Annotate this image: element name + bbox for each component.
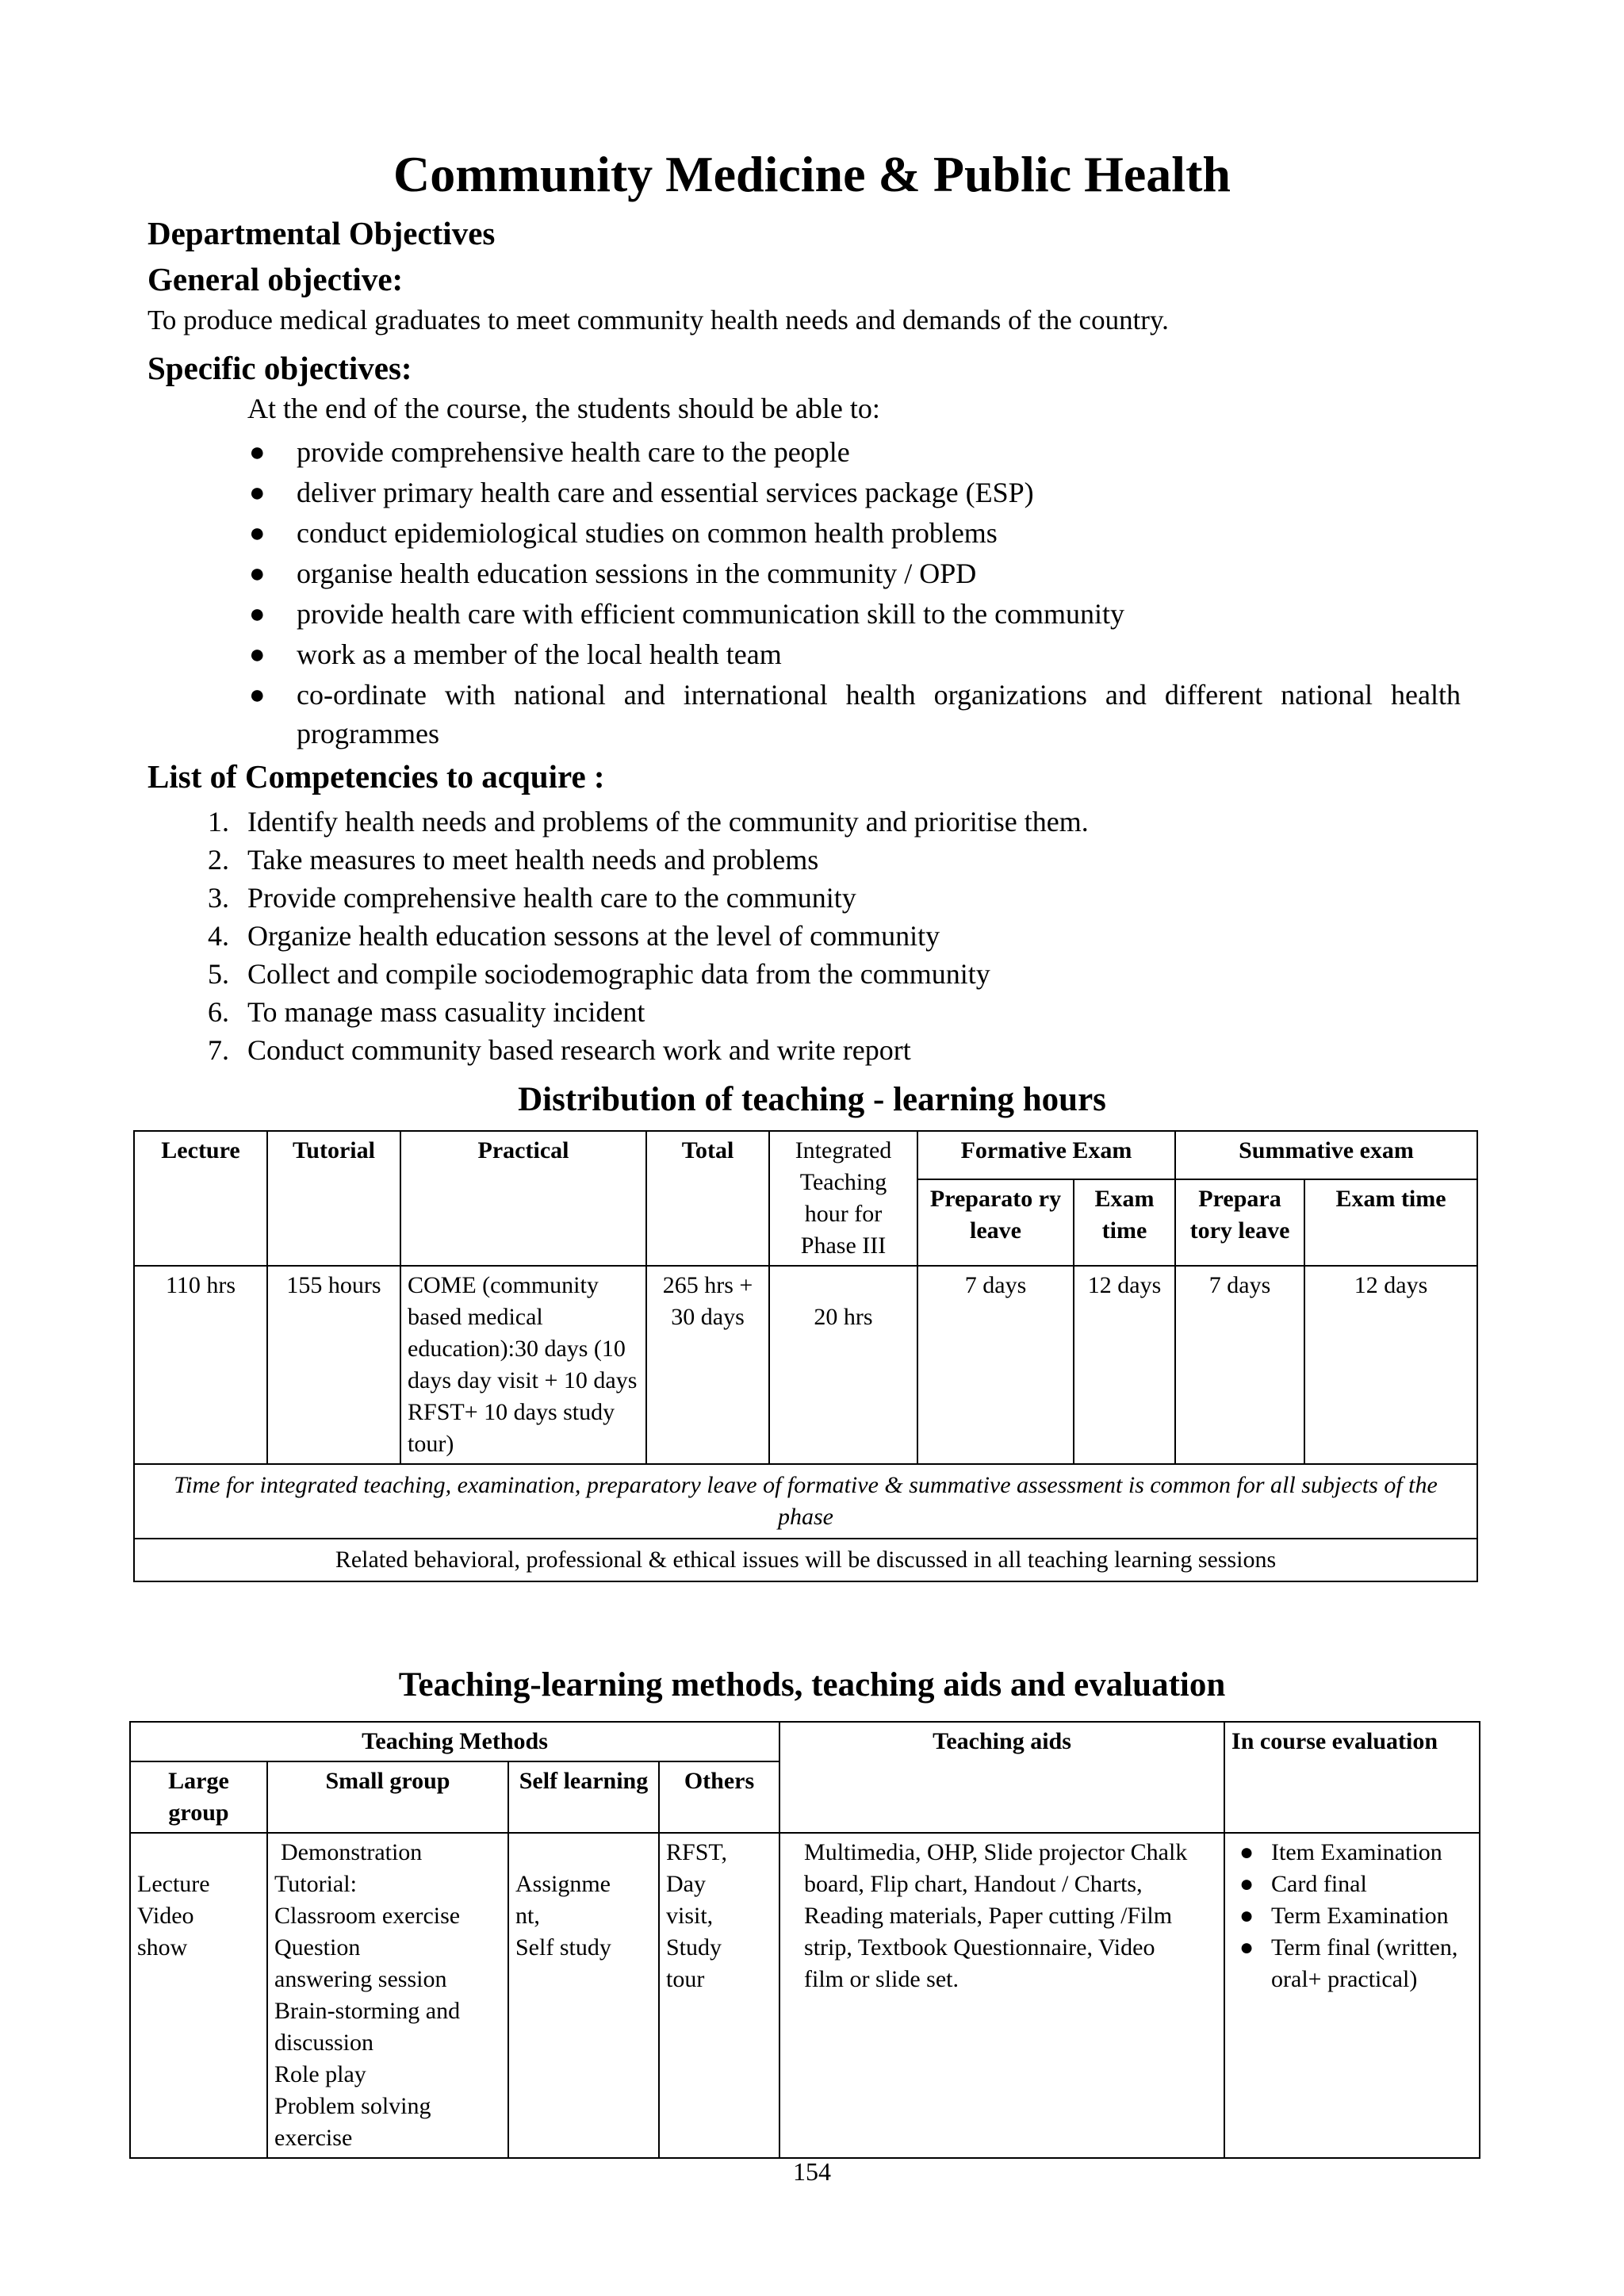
bullet-icon: ● [249, 559, 266, 588]
cell-formative-exam: 12 days [1074, 1266, 1175, 1464]
header-tutorial: Tutorial [267, 1131, 400, 1266]
list-item: ● Item Examination [1231, 1837, 1473, 1869]
cell-self-learning: Assignme nt, Self study [508, 1833, 659, 2158]
header-in-course-evaluation: In course evaluation [1224, 1722, 1480, 1833]
page-title: Community Medicine & Public Health [393, 146, 1231, 202]
cell-others: RFST, Day visit, Study tour [659, 1833, 779, 2158]
list-item: ● organise health education sessions in the community / OPD [247, 554, 1461, 593]
list-item: 3. Provide comprehensive health care to the community [208, 882, 856, 914]
header-total: Total [646, 1131, 769, 1266]
list-item: 5. Collect and compile sociodemographic data from the community [208, 958, 990, 990]
header-formative: Formative Exam [917, 1131, 1175, 1179]
list-item: ● provide comprehensive health care to the people [247, 433, 1461, 472]
bullet-icon: ● [249, 519, 266, 548]
cell-large-group: Lecture Video show [130, 1833, 267, 2158]
bullet-icon: ● [249, 680, 266, 710]
header-formative-prep: Preparato ry leave [917, 1179, 1074, 1266]
table-row [134, 1266, 1477, 1464]
list-item: ● deliver primary health care and essential services package (ESP) [247, 473, 1461, 512]
header-self-learning: Self learning [508, 1761, 659, 1833]
competencies-heading: List of Competencies to acquire : [147, 758, 605, 795]
cell-teaching-aids: Multimedia, OHP, Slide projector Chalk board, Flip chart, Handout / Charts, Reading materials, Paper cutting /Film strip, Textbook Questionnaire, Video film or slide set. [779, 1833, 1224, 2158]
bullet-icon: ● [1239, 1839, 1254, 1865]
header-large-group: Large group [130, 1761, 267, 1833]
general-objective-text: To produce medical graduates to meet community health needs and demands of the country. [147, 305, 1169, 335]
list-item: ● Term Examination [1231, 1900, 1473, 1932]
cell-summative-prep: 7 days [1175, 1266, 1304, 1464]
bullet-icon: ● [1239, 1871, 1254, 1897]
distribution-table [133, 1130, 1478, 1582]
list-item: 7. Conduct community based research work and write report [208, 1034, 911, 1066]
bullet-icon: ● [1239, 1934, 1254, 1961]
header-others: Others [659, 1761, 779, 1833]
general-objective-heading: General objective: [147, 261, 404, 297]
list-item: 6. To manage mass casuality incident [208, 996, 645, 1028]
competencies-list [208, 803, 1477, 1069]
cell-formative-prep: 7 days [917, 1266, 1074, 1464]
cell-integrated: 20 hrs [769, 1266, 917, 1464]
list-item: ● co-ordinate with national and international health organizations and different national health programmes [247, 676, 1461, 753]
cell-total: 265 hrs + 30 days [646, 1266, 769, 1464]
teaching-methods-table [129, 1721, 1480, 2159]
list-item: ● conduct epidemiological studies on common health problems [247, 514, 1461, 553]
header-teaching-methods: Teaching Methods [130, 1722, 779, 1761]
distribution-related: Related behavioral, professional & ethical issues will be discussed in all teaching learning sessions [134, 1539, 1477, 1581]
bullet-icon: ● [249, 600, 266, 629]
bullet-icon: ● [249, 640, 266, 669]
header-practical: Practical [400, 1131, 646, 1266]
page-number: 154 [793, 2157, 831, 2186]
teaching-methods-heading: Teaching-learning methods, teaching aids and evaluation [398, 1666, 1226, 1704]
cell-in-course-evaluation [1224, 1833, 1480, 2158]
departmental-objectives-heading: Departmental Objectives [147, 215, 496, 251]
list-item: ● Card final [1231, 1869, 1473, 1900]
list-item: ● provide health care with efficient communication skill to the community [247, 595, 1461, 634]
header-small-group: Small group [267, 1761, 508, 1833]
cell-practical: COME (community based medical education):30 days (10 days day visit + 10 days RFST+ 10 days study tour) [400, 1266, 646, 1464]
header-formative-exam: Exam time [1074, 1179, 1175, 1266]
header-summative-prep: Prepara tory leave [1175, 1179, 1304, 1266]
distribution-heading: Distribution of teaching - learning hours [518, 1081, 1106, 1118]
bullet-icon: ● [249, 478, 266, 508]
specific-objectives-heading: Specific objectives: [147, 350, 412, 386]
cell-tutorial: 155 hours [267, 1266, 400, 1464]
specific-objectives-intro: At the end of the course, the students should be able to: [247, 393, 880, 424]
cell-small-group: Demonstration Tutorial: Classroom exercise Question answering session Brain-storming and discussion Role play Problem solving exercise [267, 1833, 508, 2158]
distribution-note: Time for integrated teaching, examination, preparatory leave of formative & summative assessment is common for all subjects of the phase [134, 1464, 1477, 1539]
table-row [130, 1833, 1480, 2158]
header-summative-exam: Exam time [1304, 1179, 1477, 1266]
list-item: 1. Identify health needs and problems of the community and prioritise them. [208, 806, 1089, 838]
header-summative: Summative exam [1175, 1131, 1477, 1179]
specific-objectives-list [247, 433, 1461, 755]
bullet-icon: ● [1239, 1903, 1254, 1929]
header-teaching-aids: Teaching aids [779, 1722, 1224, 1833]
evaluation-list [1231, 1837, 1473, 1995]
header-lecture: Lecture [134, 1131, 267, 1266]
cell-lecture: 110 hrs [134, 1266, 267, 1464]
cell-summative-exam: 12 days [1304, 1266, 1477, 1464]
list-item: ● Term final (written, oral+ practical) [1231, 1932, 1473, 1995]
list-item: 2. Take measures to meet health needs and problems [208, 844, 819, 876]
bullet-icon: ● [249, 438, 266, 467]
header-integrated: Integrated Teaching hour for Phase III [769, 1131, 917, 1266]
list-item: ● work as a member of the local health team [247, 635, 1461, 674]
list-item: 4. Organize health education sessons at the level of community [208, 920, 940, 952]
